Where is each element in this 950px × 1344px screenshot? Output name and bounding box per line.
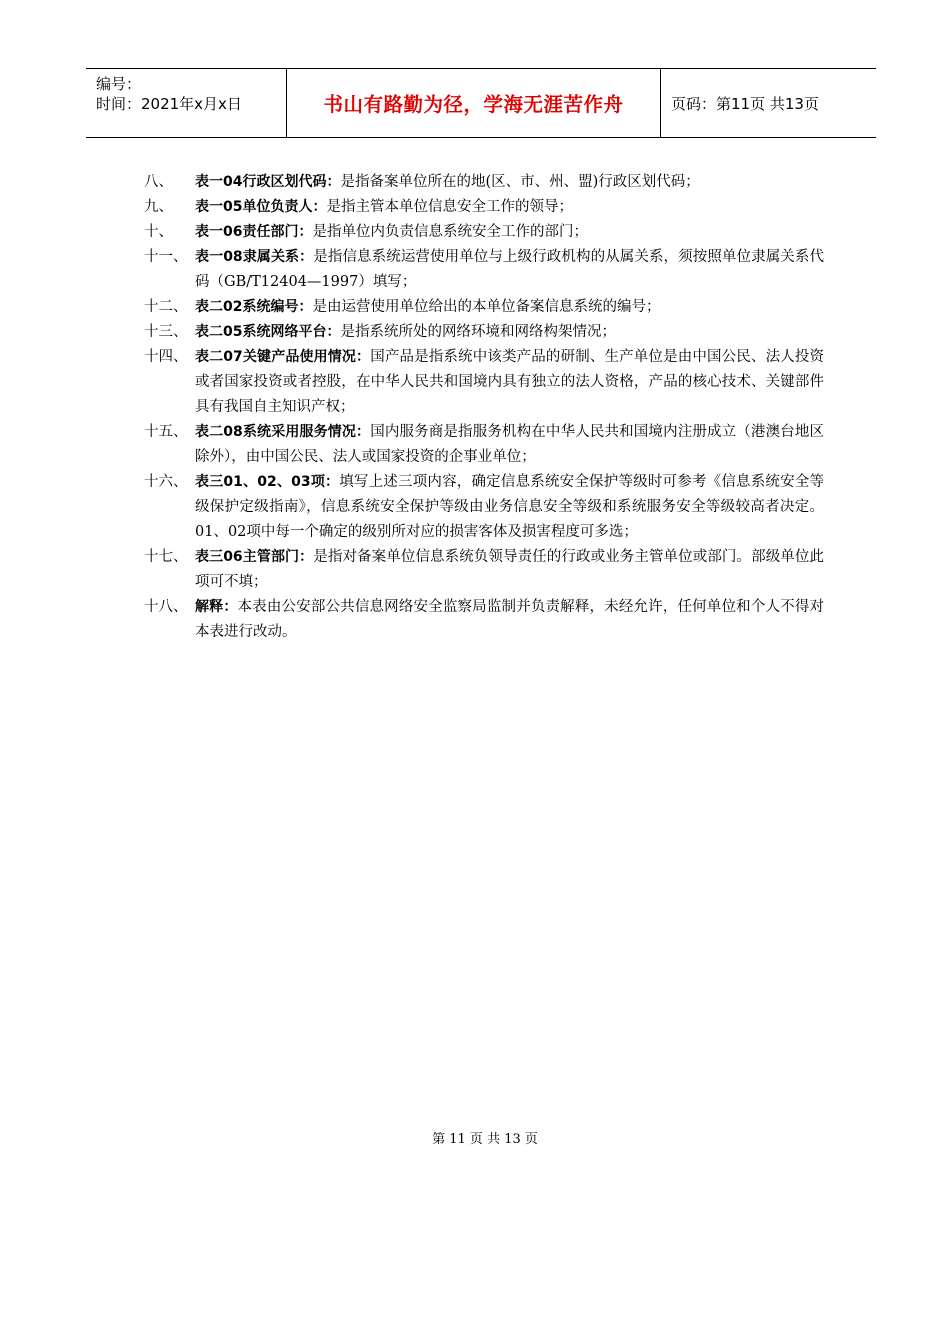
item-number: 十二、 <box>144 299 188 315</box>
list-item <box>144 545 824 595</box>
item-number: 十五、 <box>144 424 188 440</box>
list-item <box>144 245 824 295</box>
item-text: 是指主管本单位信息安全工作的领导； <box>326 199 573 215</box>
item-term: 表一05单位负责人： <box>195 199 327 215</box>
item-text: 是指系统所处的网络环境和网络构架情况； <box>340 324 616 340</box>
item-text: 是由运营使用单位给出的本单位备案信息系统的编号； <box>312 299 661 315</box>
item-text: 是指备案单位所在的地(区、市、州、盟)行政区划代码； <box>340 174 700 190</box>
item-number: 十六、 <box>144 474 188 490</box>
item-term: 表一06责任部门： <box>195 224 313 240</box>
list-item <box>144 195 824 220</box>
page-footer: 第 11 页 共 13 页 <box>432 1132 538 1147</box>
page-header <box>86 68 876 138</box>
list-item <box>144 295 824 320</box>
definitions-list <box>144 170 824 645</box>
list-item <box>144 595 824 645</box>
header-motto-cell <box>287 69 661 137</box>
item-number: 九、 <box>144 199 173 215</box>
list-item <box>144 170 824 195</box>
item-term: 表一08隶属关系： <box>195 249 314 265</box>
list-item <box>144 220 824 245</box>
header-page-code: 页码：第11页 共13页 <box>671 94 819 113</box>
item-term: 解释： <box>195 599 238 615</box>
doc-number-label: 编号： <box>96 75 142 93</box>
list-item <box>144 345 824 420</box>
list-item <box>144 470 824 545</box>
item-number: 十、 <box>144 224 173 240</box>
item-term: 表二02系统编号： <box>195 299 313 315</box>
header-meta-cell <box>86 69 287 137</box>
item-term: 表一04行政区划代码： <box>195 174 341 190</box>
item-text: 填写上述三项内容，确定信息系统安全保护等级时可参考《信息系统安全等级保护定级指南》，信息系统安全保护等级由业务信息安全等级和系统服务安全等级较高者决定。01、02项中每一个确定的级别所对应的损害客体及损害程度可多选； <box>195 474 824 540</box>
item-number: 十八、 <box>144 599 188 615</box>
item-number: 十七、 <box>144 549 188 565</box>
item-term: 表二05系统网络平台： <box>195 324 341 340</box>
item-term: 表三01、02、03项： <box>195 474 340 490</box>
item-text: 国内服务商是指服务机构在中华人民共和国境内注册成立（港澳台地区除外），由中国公民、法人或国家投资的企事业单位； <box>195 424 824 465</box>
item-text: 本表由公安部公共信息网络安全监察局监制并负责解释，未经允许，任何单位和个人不得对本表进行改动。 <box>195 599 824 640</box>
item-term: 表三06主管部门： <box>195 549 314 565</box>
item-number: 十三、 <box>144 324 188 340</box>
item-text: 是指信息系统运营使用单位与上级行政机构的从属关系，须按照单位隶属关系代码（GB/T12404—1997）填写； <box>195 249 824 290</box>
item-term: 表二08系统采用服务情况： <box>195 424 371 440</box>
item-number: 八、 <box>144 174 173 190</box>
list-item <box>144 320 824 345</box>
list-item <box>144 420 824 470</box>
item-number: 十一、 <box>144 249 188 265</box>
header-page-cell <box>661 69 876 137</box>
item-term: 表二07关键产品使用情况： <box>195 349 371 365</box>
item-text: 是指对备案单位信息系统负领导责任的行政或业务主管单位或部门。部级单位此项可不填； <box>195 549 824 590</box>
doc-time-label: 时间：2021年x月x日 <box>96 95 242 113</box>
item-text: 国产品是指系统中该类产品的研制、生产单位是由中国公民、法人投资或者国家投资或者控股，在中华人民共和国境内具有独立的法人资格，产品的核心技术、关键部件具有我国自主知识产权； <box>195 349 824 415</box>
item-number: 十四、 <box>144 349 188 365</box>
header-motto: 书山有路勤为径，学海无涯苦作舟 <box>323 93 624 116</box>
item-text: 是指单位内负责信息系统安全工作的部门； <box>312 224 588 240</box>
